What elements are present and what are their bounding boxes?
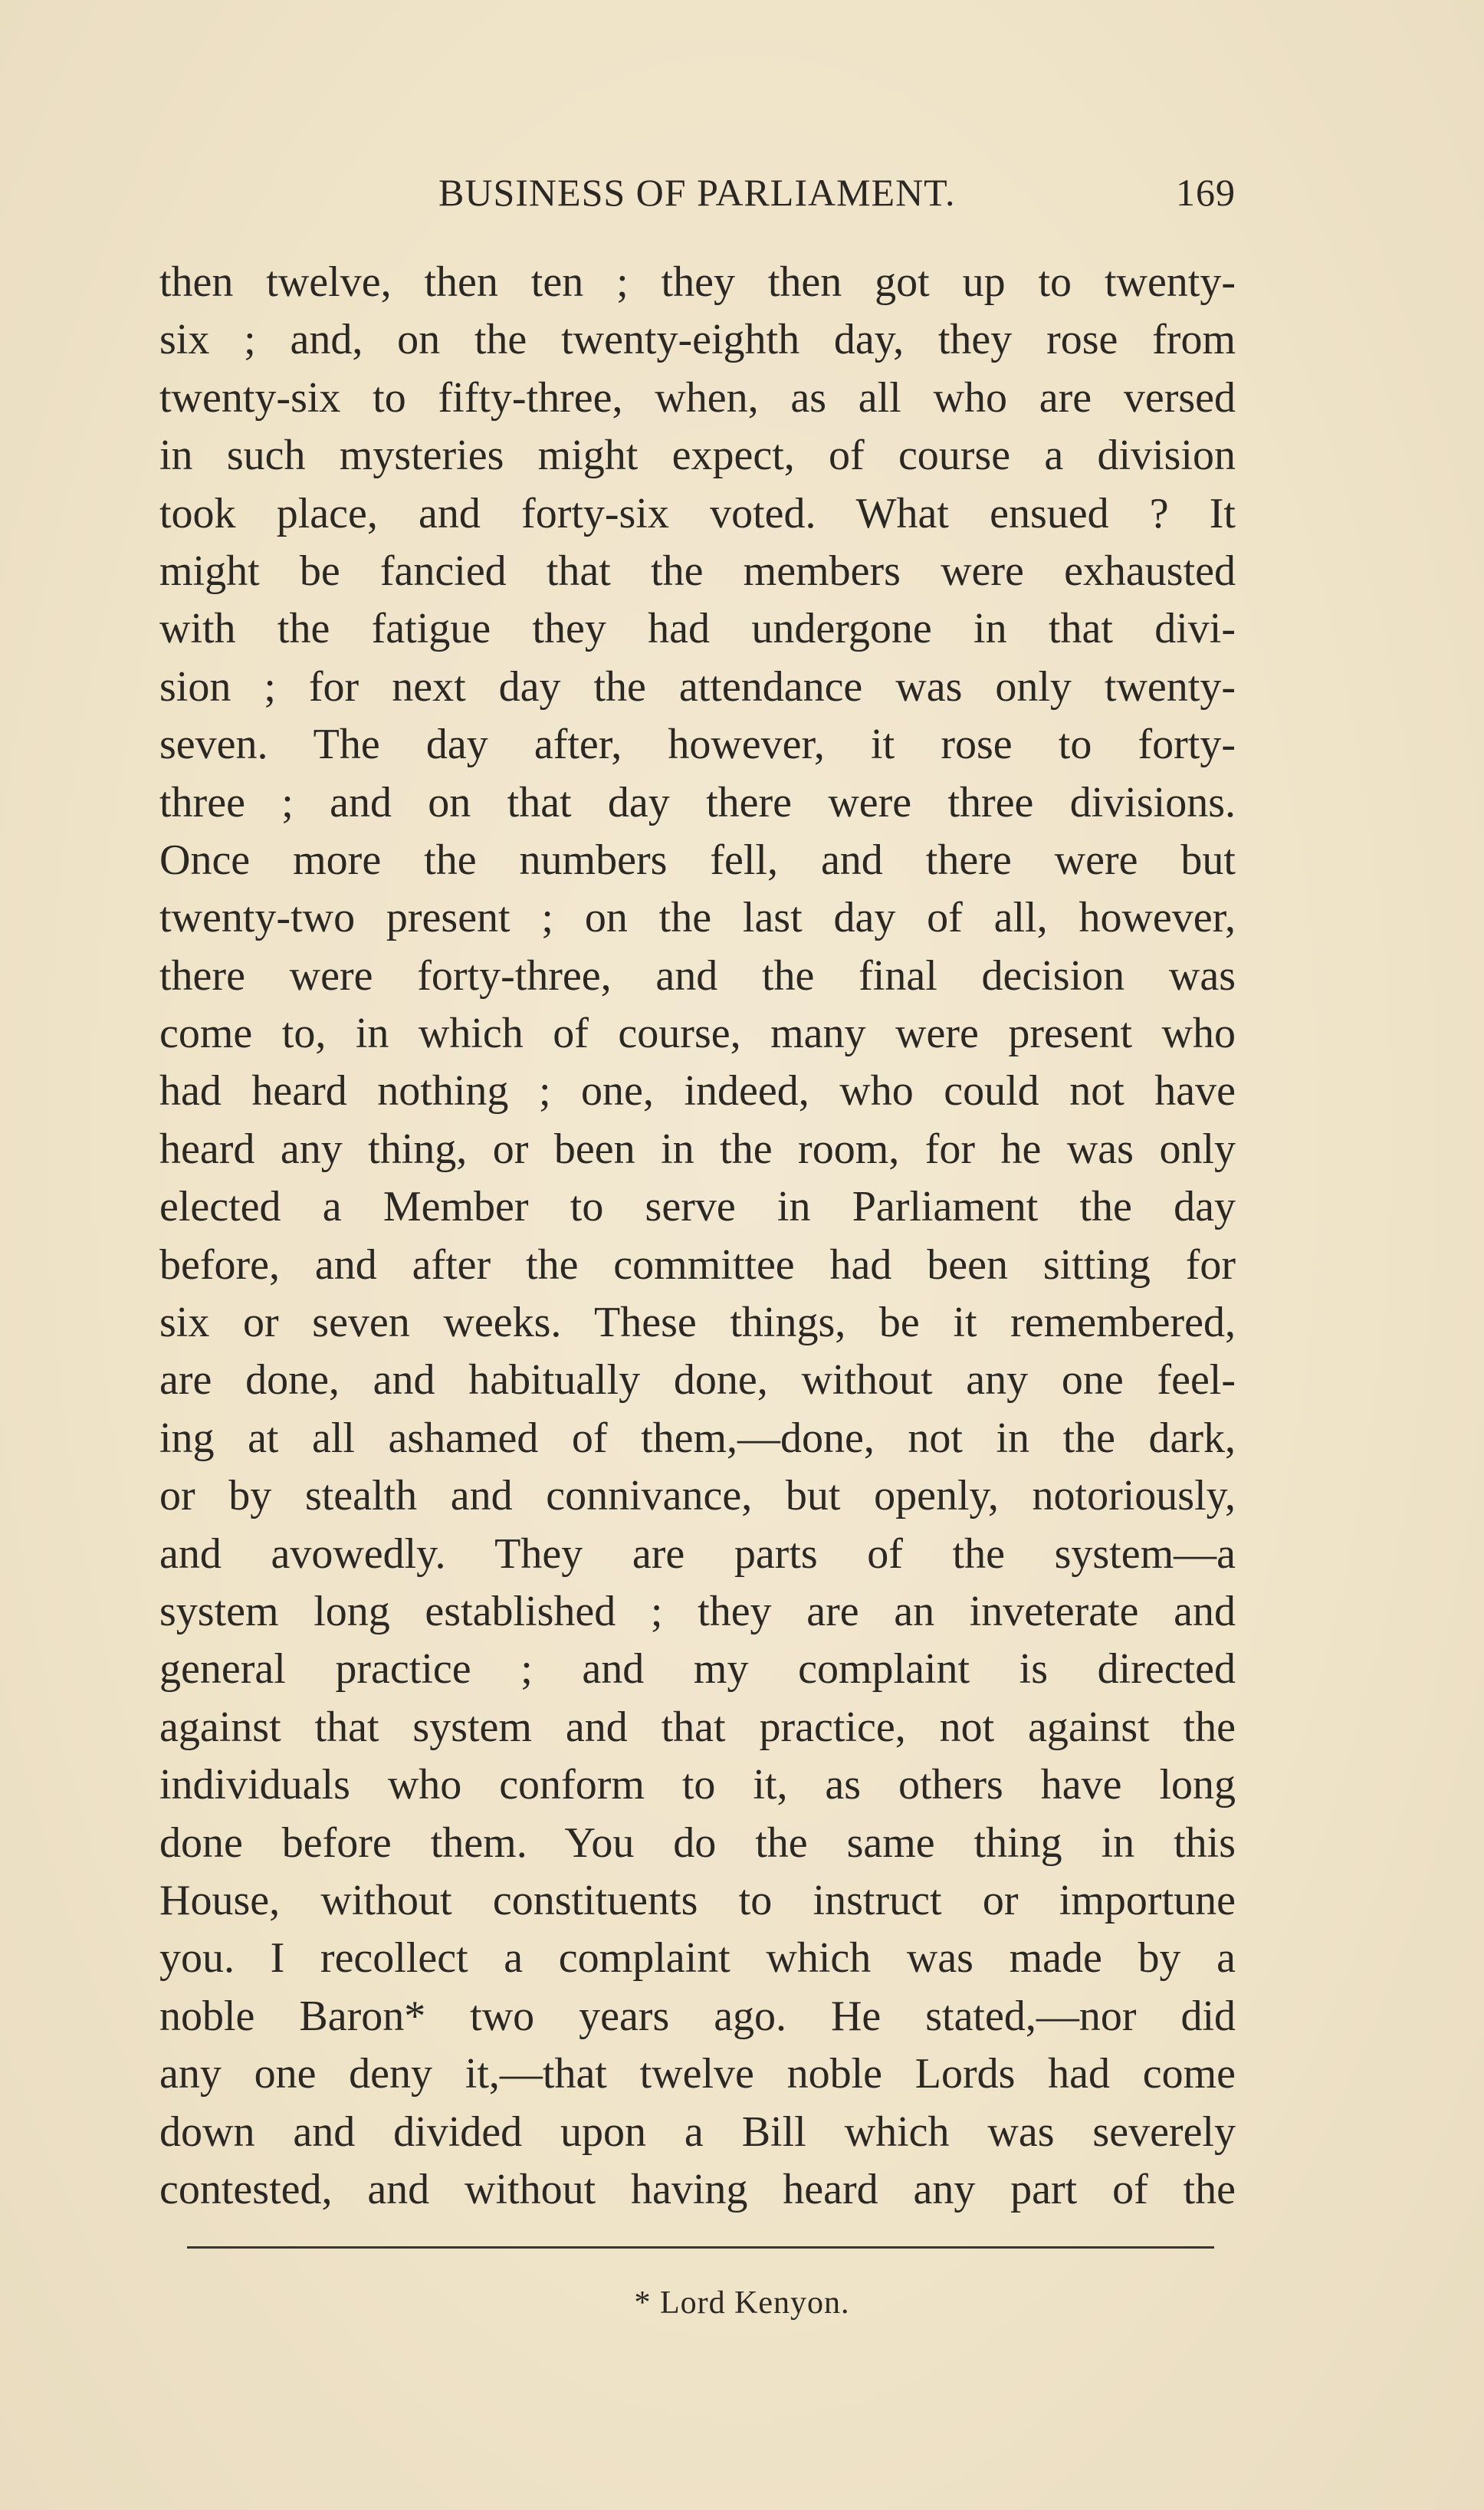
body-text (159, 254, 1236, 2219)
text-line: you. I recollect a complaint which was made by a (159, 1934, 1236, 1983)
text-line: then twelve, then ten ; they then got up to twenty- (159, 258, 1236, 306)
text-line: six or seven weeks. These things, be it remembered, (159, 1299, 1236, 1347)
text-line: are done, and habitually done, without any one feel- (159, 1356, 1236, 1404)
text-line: before, and after the committee had been sitting for (159, 1240, 1236, 1289)
text-line: might be fancied that the members were exhausted (159, 547, 1236, 595)
text-line: individuals who conform to it, as others have long (159, 1761, 1236, 1809)
page-number: 169 (1176, 171, 1236, 214)
text-line: against that system and that practice, not against the (159, 1703, 1236, 1751)
text-line: there were forty-three, and the final decision was (159, 951, 1236, 1000)
text-line: noble Baron* two years ago. He stated,—nor did (159, 1992, 1236, 2040)
text-line: come to, in which of course, many were present who (159, 1010, 1236, 1058)
text-line: sion ; for next day the attendance was only twenty- (159, 662, 1236, 711)
running-header (159, 170, 1236, 224)
text-line: six ; and, on the twenty-eighth day, they rose from (159, 316, 1236, 364)
text-line: three ; and on that day there were three divisions. (159, 778, 1236, 826)
text-line: general practice ; and my complaint is directed (159, 1645, 1236, 1694)
text-line: took place, and forty-six voted. What ensued ? It (159, 489, 1236, 537)
text-line: in such mysteries might expect, of course a division (159, 432, 1236, 480)
text-line: Once more the numbers fell, and there were but (159, 836, 1236, 884)
text-line: elected a Member to serve in Parliament the day (159, 1183, 1236, 1231)
running-title: BUSINESS OF PARLIAMENT. (438, 171, 956, 214)
text-line: contested, and without having heard any part of the (159, 2165, 1236, 2213)
text-line: heard any thing, or been in the room, for he was only (159, 1125, 1236, 1173)
text-line: with the fatigue they had undergone in that divi- (159, 605, 1236, 653)
text-line: or by stealth and connivance, but openly, notoriously, (159, 1472, 1236, 1520)
text-line: ing at all ashamed of them,—done, not in the dark, (159, 1414, 1236, 1462)
text-line: and avowedly. They are parts of the system—a (159, 1529, 1236, 1578)
text-line: House, without constituents to instruct or importune (159, 1876, 1236, 1924)
text-line: down and divided upon a Bill which was severely (159, 2108, 1236, 2156)
text-line: twenty-two present ; on the last day of all, however, (159, 894, 1236, 942)
text-line: twenty-six to fifty-three, when, as all who are versed (159, 373, 1236, 422)
footnote: * Lord Kenyon. (634, 2285, 850, 2321)
footnote-divider (187, 2246, 1214, 2249)
text-line: done before them. You do the same thing in this (159, 1818, 1236, 1867)
text-line: seven. The day after, however, it rose to forty- (159, 721, 1236, 769)
text-line: any one deny it,—that twelve noble Lords had come (159, 2050, 1236, 2098)
text-line: system long established ; they are an inveterate and (159, 1587, 1236, 1635)
text-line: had heard nothing ; one, indeed, who could not have (159, 1067, 1236, 1115)
